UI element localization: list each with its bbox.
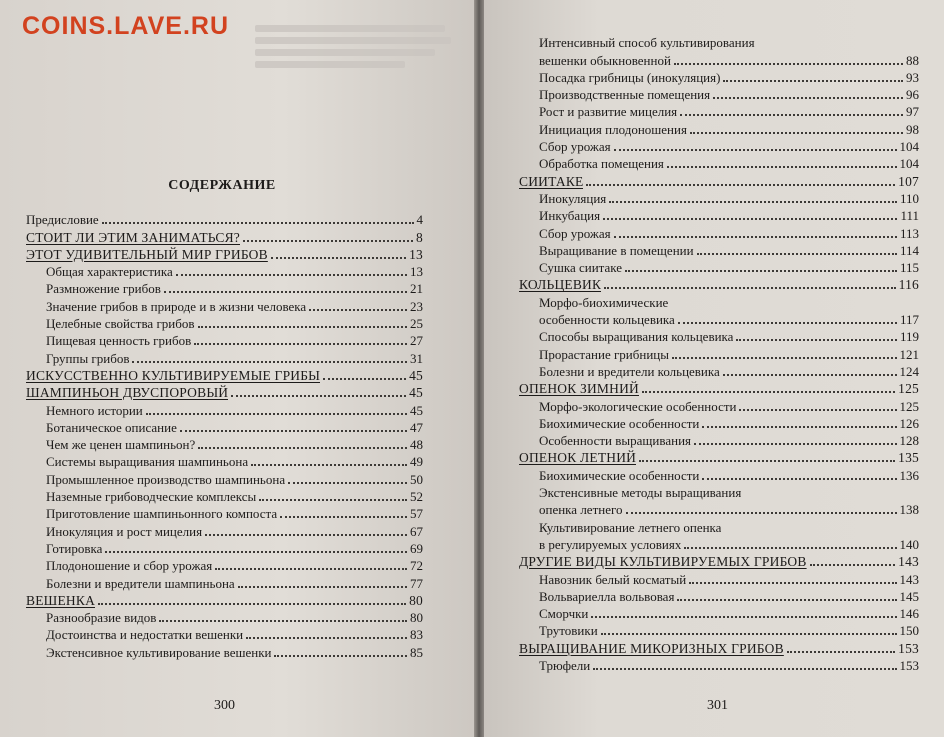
- toc-leader-dots: [102, 221, 414, 224]
- toc-entry-title: Экстенсивное культивирование вешенки: [46, 644, 272, 660]
- toc-entry-title: Навозник белый косматый: [539, 571, 687, 587]
- toc-entry: [519, 154, 919, 171]
- toc-entry-page: 150: [899, 623, 919, 639]
- toc-entry-title: Инокуляция и рост мицелия: [46, 523, 203, 539]
- toc-entry-page: 47: [410, 419, 423, 435]
- book-gutter: [474, 0, 484, 737]
- toc-leader-dots: [642, 390, 895, 393]
- toc-leader-dots: [274, 654, 407, 657]
- toc-entry: [26, 591, 423, 608]
- toc-entry-page: 104: [899, 156, 919, 172]
- toc-entry-page: 69: [410, 540, 423, 556]
- toc-entry: [519, 465, 919, 482]
- toc-entry-page: 140: [899, 536, 919, 552]
- toc-entry: [26, 245, 423, 262]
- toc-entry-page: 125: [898, 381, 919, 397]
- toc-entry-title: Группы грибов: [46, 350, 130, 366]
- toc-leader-dots: [694, 442, 896, 445]
- toc-entry-title: КОЛЬЦЕВИК: [519, 277, 602, 293]
- toc-entry-title: Посадка грибницы (инокуляция): [539, 69, 721, 85]
- toc-entry: [519, 119, 919, 136]
- page-number-left: 300: [214, 698, 235, 713]
- toc-entry-page: 98: [906, 121, 919, 137]
- toc-entry-title: Прорастание грибницы: [539, 346, 669, 362]
- toc-entry: [26, 487, 423, 504]
- toc-entry-page: 52: [410, 489, 423, 505]
- toc-entry-title: СИИТАКЕ: [519, 173, 584, 189]
- toc-entry-title: Обработка помещения: [539, 156, 664, 172]
- toc-entry: [519, 656, 919, 673]
- toc-entry: [26, 608, 423, 625]
- toc-entry: [519, 206, 919, 223]
- toc-list-right: [519, 33, 919, 673]
- toc-entry-page: 45: [409, 367, 423, 383]
- toc-entry-page: 128: [899, 433, 919, 449]
- toc-entry-page: 110: [899, 190, 919, 206]
- toc-entry-title: Пищевая ценность грибов: [46, 333, 192, 349]
- toc-entry-title: Сбор урожая: [539, 139, 611, 155]
- toc-entry: [519, 33, 919, 50]
- toc-entry: [519, 50, 919, 67]
- toc-entry-title: Системы выращивания шампиньона: [46, 454, 249, 470]
- toc-leader-dots: [810, 563, 896, 566]
- toc-entry-title: Готировка: [46, 540, 103, 556]
- toc-entry-title: в регулируемых условиях: [539, 536, 682, 552]
- toc-leader-dots: [243, 239, 413, 242]
- toc-entry-title: ВЕШЕНКА: [26, 592, 96, 608]
- toc-entry: [519, 310, 919, 327]
- toc-entry-title: Немного истории: [46, 402, 143, 418]
- toc-entry-title: Особенности выращивания: [539, 433, 692, 449]
- toc-entry-title: Ботаническое описание: [46, 419, 177, 435]
- toc-leader-dots: [132, 360, 407, 363]
- toc-leader-dots: [672, 356, 897, 359]
- toc-entry-title: ЭТОТ УДИВИТЕЛЬНЫЙ МИР ГРИБОВ: [26, 246, 268, 262]
- toc-entry-title: Экстенсивные методы выращивания: [539, 485, 742, 501]
- toc-leader-dots: [603, 217, 897, 220]
- toc-entry-page: 125: [899, 398, 919, 414]
- toc-entry-title: СТОИТ ЛИ ЭТИМ ЗАНИМАТЬСЯ?: [26, 229, 240, 245]
- toc-entry-title: Инициация плодоношения: [539, 121, 687, 137]
- toc-leader-dots: [105, 550, 407, 553]
- toc-entry-title: ДРУГИЕ ВИДЫ КУЛЬТИВИРУЕМЫХ ГРИБОВ: [519, 554, 807, 570]
- toc-entry-page: 121: [899, 346, 919, 362]
- toc-entry-title: Размножение грибов: [46, 281, 161, 297]
- toc-leader-dots: [591, 615, 896, 618]
- toc-entry: [26, 348, 423, 365]
- toc-entry-page: 23: [410, 298, 423, 314]
- toc-entry: [26, 314, 423, 331]
- toc-entry-page: 25: [410, 316, 423, 332]
- toc-entry: [26, 435, 423, 452]
- toc-leader-dots: [697, 252, 897, 255]
- toc-entry-page: 146: [899, 606, 919, 622]
- toc-leader-dots: [159, 619, 407, 622]
- toc-entry: [519, 102, 919, 119]
- toc-entry-title: Морфо-экологические особенности: [539, 398, 737, 414]
- toc-entry-title: вешенки обыкновенной: [539, 52, 671, 68]
- toc-entry: [519, 327, 919, 344]
- toc-entry-title: ВЫРАЩИВАНИЕ МИКОРИЗНЫХ ГРИБОВ: [519, 640, 784, 656]
- toc-leader-dots: [614, 148, 897, 151]
- toc-entry: [26, 331, 423, 348]
- toc-entry-title: Инокуляция: [539, 190, 607, 206]
- toc-entry: [26, 366, 423, 383]
- toc-entry: [519, 621, 919, 638]
- toc-entry-title: Болезни и вредители кольцевика: [539, 363, 720, 379]
- toc-entry: [26, 279, 423, 296]
- toc-entry-title: ИСКУССТВЕННО КУЛЬТИВИРУЕМЫЕ ГРИБЫ: [26, 367, 321, 383]
- toc-entry-title: Плодоношение и сбор урожая: [46, 558, 213, 574]
- toc-entry: [26, 210, 423, 227]
- toc-entry-page: 45: [410, 402, 423, 418]
- toc-leader-dots: [680, 113, 903, 116]
- toc-entry-title: Сбор урожая: [539, 225, 611, 241]
- toc-entry-page: 83: [410, 627, 423, 643]
- toc-entry-title: Промышленное производство шампиньона: [46, 471, 286, 487]
- toc-list-left: [26, 210, 423, 660]
- toc-entry-page: 77: [410, 575, 423, 591]
- toc-entry: [519, 448, 919, 465]
- toc-entry: [26, 383, 423, 400]
- toc-entry-page: 13: [410, 264, 423, 280]
- toc-entry: [26, 227, 423, 244]
- toc-entry-page: 27: [410, 333, 423, 349]
- toc-entry-page: 136: [899, 467, 919, 483]
- toc-leader-dots: [198, 325, 408, 328]
- toc-entry-page: 4: [416, 212, 423, 228]
- toc-entry-page: 117: [899, 312, 919, 328]
- toc-entry: [519, 535, 919, 552]
- toc-entry-page: 116: [898, 277, 919, 293]
- toc-entry-page: 143: [898, 554, 919, 570]
- toc-entry: [519, 292, 919, 309]
- toc-leader-dots: [323, 377, 406, 380]
- toc-leader-dots: [146, 412, 407, 415]
- toc-entry-page: 13: [409, 246, 423, 262]
- toc-leader-dots: [678, 321, 897, 324]
- toc-leader-dots: [690, 131, 903, 134]
- toc-entry-page: 45: [409, 385, 423, 401]
- toc-entry-page: 88: [906, 52, 919, 68]
- toc-leader-dots: [689, 581, 896, 584]
- toc-entry: [519, 587, 919, 604]
- toc-entry-title: Наземные грибоводческие комплексы: [46, 489, 257, 505]
- toc-leader-dots: [601, 632, 897, 635]
- toc-leader-dots: [702, 477, 896, 480]
- toc-entry: [26, 504, 423, 521]
- toc-entry-page: 31: [410, 350, 423, 366]
- toc-leader-dots: [674, 62, 903, 65]
- toc-leader-dots: [280, 515, 407, 518]
- toc-entry-page: 97: [906, 104, 919, 120]
- toc-entry-title: Приготовление шампиньонного компоста: [46, 506, 278, 522]
- toc-entry: [519, 275, 919, 292]
- toc-entry: [26, 418, 423, 435]
- toc-leader-dots: [98, 602, 406, 605]
- toc-entry-page: 50: [410, 471, 423, 487]
- toc-leader-dots: [677, 598, 896, 601]
- toc-leader-dots: [259, 498, 407, 501]
- toc-entry: [519, 137, 919, 154]
- toc-entry: [26, 469, 423, 486]
- toc-entry-title: Сморчки: [539, 606, 589, 622]
- toc-entry: [519, 171, 919, 188]
- toc-entry-page: 107: [898, 173, 919, 189]
- toc-entry-page: 126: [899, 415, 919, 431]
- toc-entry: [519, 85, 919, 102]
- toc-leader-dots: [614, 235, 897, 238]
- toc-entry: [26, 296, 423, 313]
- toc-leader-dots: [736, 338, 897, 341]
- toc-entry: [26, 556, 423, 573]
- toc-entry-page: 96: [906, 87, 919, 103]
- toc-entry: [26, 539, 423, 556]
- toc-entry: [519, 414, 919, 431]
- toc-leader-dots: [609, 200, 897, 203]
- toc-entry-page: 21: [410, 281, 423, 297]
- toc-entry-page: 72: [410, 558, 423, 574]
- toc-leader-dots: [238, 585, 407, 588]
- toc-entry-page: 8: [416, 229, 423, 245]
- toc-entry-title: Разнообразие видов: [46, 610, 157, 626]
- toc-entry: [519, 638, 919, 655]
- toc-entry-title: Предисловие: [26, 212, 99, 228]
- toc-entry: [519, 431, 919, 448]
- toc-entry-title: Болезни и вредители шампиньона: [46, 575, 235, 591]
- toc-heading: СОДЕРЖАНИЕ: [168, 178, 276, 193]
- toc-entry-title: ОПЕНОК ЗИМНИЙ: [519, 381, 639, 397]
- toc-entry: [26, 521, 423, 538]
- toc-leader-dots: [723, 373, 897, 376]
- toc-entry-page: 104: [899, 139, 919, 155]
- toc-leader-dots: [246, 636, 407, 639]
- toc-leader-dots: [639, 459, 895, 462]
- toc-entry: [26, 625, 423, 642]
- toc-entry-title: Рост и развитие мицелия: [539, 104, 678, 120]
- toc-entry-page: 138: [899, 502, 919, 518]
- toc-entry: [26, 642, 423, 659]
- toc-entry: [519, 258, 919, 275]
- toc-entry-title: Значение грибов в природе и в жизни человека: [46, 298, 307, 314]
- toc-leader-dots: [713, 96, 903, 99]
- toc-entry: [519, 604, 919, 621]
- toc-leader-dots: [586, 183, 895, 186]
- toc-entry-title: ОПЕНОК ЛЕТНИЙ: [519, 450, 637, 466]
- toc-entry: [519, 500, 919, 517]
- toc-entry-page: 57: [410, 506, 423, 522]
- toc-entry-page: 111: [900, 208, 919, 224]
- toc-entry-page: 93: [906, 69, 919, 85]
- toc-entry: [26, 400, 423, 417]
- toc-leader-dots: [684, 546, 896, 549]
- toc-entry-page: 153: [899, 657, 919, 673]
- toc-leader-dots: [667, 165, 897, 168]
- toc-entry-page: 67: [410, 523, 423, 539]
- toc-entry-title: опенка летнего: [539, 502, 623, 518]
- toc-leader-dots: [625, 269, 897, 272]
- toc-entry: [26, 262, 423, 279]
- toc-entry-title: ШАМПИНЬОН ДВУСПОРОВЫЙ: [26, 385, 229, 401]
- toc-leader-dots: [787, 650, 895, 653]
- toc-entry-page: 145: [899, 588, 919, 604]
- toc-entry-title: Производственные помещения: [539, 87, 711, 103]
- toc-leader-dots: [739, 408, 896, 411]
- toc-leader-dots: [180, 429, 407, 432]
- toc-leader-dots: [288, 481, 407, 484]
- toc-entry-page: 143: [899, 571, 919, 587]
- toc-entry-page: 119: [899, 329, 919, 345]
- toc-leader-dots: [194, 342, 407, 345]
- toc-entry: [519, 241, 919, 258]
- toc-leader-dots: [723, 79, 903, 82]
- toc-entry-page: 80: [410, 610, 423, 626]
- toc-leader-dots: [215, 567, 407, 570]
- watermark-logo: COINS.LAVE.RU: [22, 12, 229, 40]
- toc-entry-title: Инкубация: [539, 208, 601, 224]
- toc-entry-title: Трюфели: [539, 657, 591, 673]
- toc-entry-title: Интенсивный способ культивирования: [539, 35, 755, 51]
- toc-leader-dots: [205, 533, 407, 536]
- toc-leader-dots: [271, 256, 406, 259]
- toc-leader-dots: [604, 286, 895, 289]
- toc-entry-title: Чем же ценен шампиньон?: [46, 437, 196, 453]
- toc-entry: [519, 379, 919, 396]
- toc-entry-title: Целебные свойства грибов: [46, 316, 195, 332]
- toc-leader-dots: [251, 463, 407, 466]
- toc-entry: [519, 569, 919, 586]
- toc-leader-dots: [231, 394, 406, 397]
- toc-entry-page: 49: [410, 454, 423, 470]
- page-number-right: 301: [707, 698, 728, 713]
- toc-entry: [519, 223, 919, 240]
- toc-entry: [519, 189, 919, 206]
- toc-entry: [26, 573, 423, 590]
- toc-entry-title: Биохимические особенности: [539, 415, 700, 431]
- toc-entry-title: Сушка сиитаке: [539, 260, 623, 276]
- toc-entry-title: Культивирование летнего опенка: [539, 519, 722, 535]
- toc-entry: [519, 362, 919, 379]
- toc-entry-page: 153: [898, 640, 919, 656]
- toc-entry: [519, 68, 919, 85]
- toc-entry-title: Достоинства и недостатки вешенки: [46, 627, 244, 643]
- toc-entry-page: 80: [409, 592, 423, 608]
- toc-entry-title: Выращивание в помещении: [539, 242, 694, 258]
- toc-entry-page: 115: [899, 260, 919, 276]
- toc-leader-dots: [176, 273, 407, 276]
- toc-entry: [519, 483, 919, 500]
- toc-entry-title: Вольвариелла вольвовая: [539, 588, 675, 604]
- toc-leader-dots: [593, 667, 896, 670]
- toc-entry-title: Биохимические особенности: [539, 467, 700, 483]
- toc-entry-title: особенности кольцевика: [539, 312, 675, 328]
- toc-leader-dots: [164, 290, 407, 293]
- toc-entry-page: 135: [898, 450, 919, 466]
- toc-entry-title: Трутовики: [539, 623, 598, 639]
- toc-entry-page: 48: [410, 437, 423, 453]
- toc-entry-page: 114: [899, 242, 919, 258]
- toc-entry-title: Способы выращивания кольцевика: [539, 329, 734, 345]
- toc-leader-dots: [309, 308, 407, 311]
- toc-entry-page: 85: [410, 644, 423, 660]
- toc-leader-dots: [702, 425, 896, 428]
- toc-entry-title: Морфо-биохимические: [539, 294, 669, 310]
- toc-entry: [26, 452, 423, 469]
- toc-leader-dots: [626, 511, 897, 514]
- toc-entry: [519, 344, 919, 361]
- toc-entry-page: 113: [899, 225, 919, 241]
- bleed-through-text: [255, 20, 455, 73]
- toc-entry-page: 124: [899, 363, 919, 379]
- toc-entry: [519, 517, 919, 534]
- toc-leader-dots: [198, 446, 407, 449]
- toc-entry: [519, 396, 919, 413]
- toc-entry-title: Общая характеристика: [46, 264, 173, 280]
- toc-entry: [519, 552, 919, 569]
